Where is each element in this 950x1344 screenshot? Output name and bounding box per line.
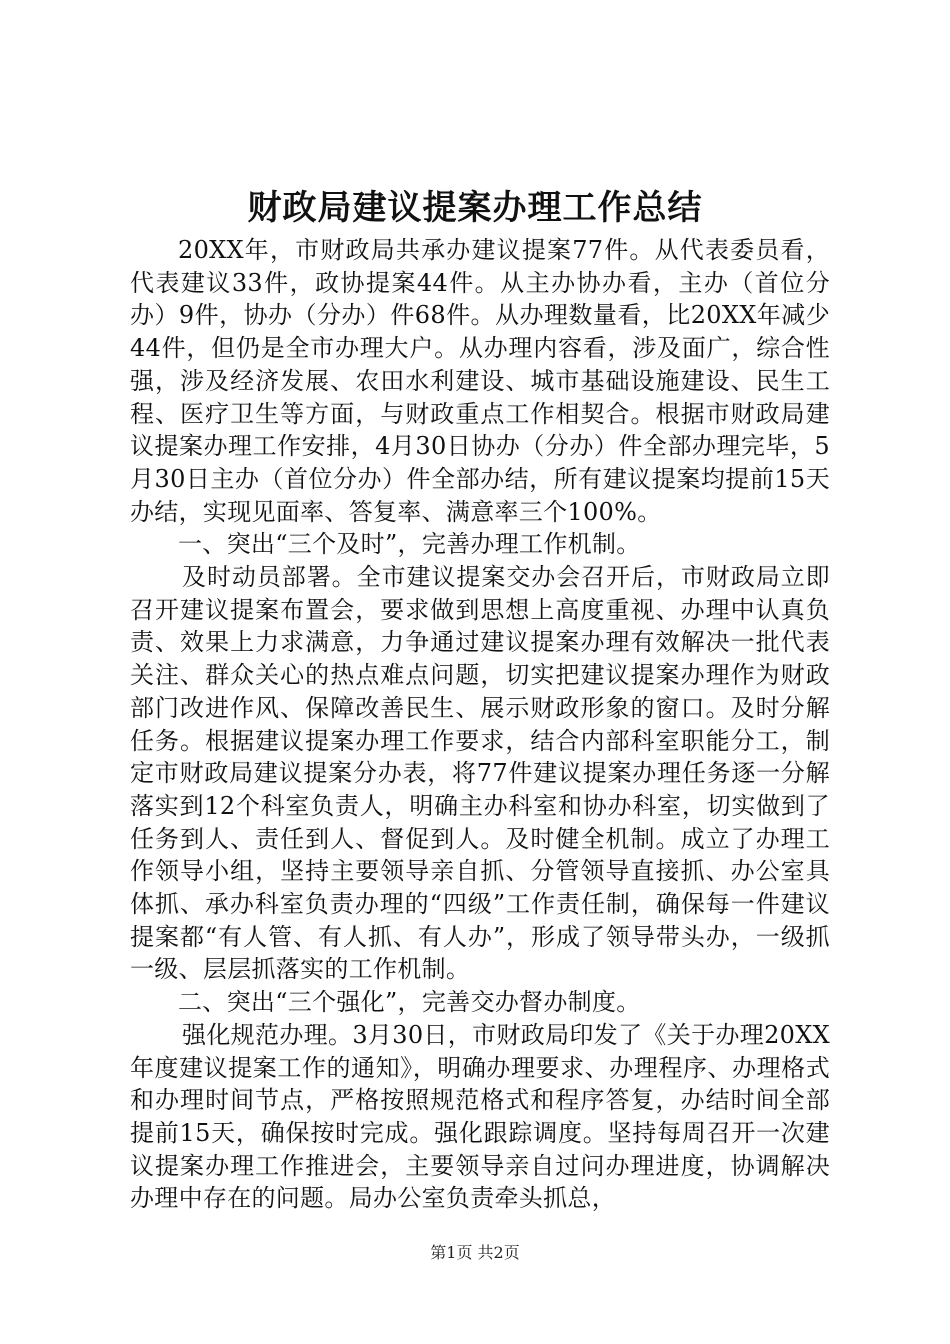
paragraph-intro: 20XX年，市财政局共承办建议提案77件。从代表委员看，代表建议33件，政协提案44件。从主办协办看，主办（首位分办）9件，协办（分办）件68件。从办理数量看，比20XX年减少44件，但仍是全市办理大户。从办理内容看，涉及面广，综合性强，涉及经济发展、农田水利建设、城市基础设施建设、民生工程、医疗卫生等方面，与财政重点工作相契合。根据市财政局建议提案办理工作安排，4月30日协办（分办）件全部办理完毕，5月30日主办（首位分办）件全部办结，所有建议提案均提前15天办结，实现见面率、答复率、满意率三个100%。 (130, 236, 830, 526)
document-title: 财政局建议提案办理工作总结 (247, 188, 703, 228)
page-number-footer: 第1页 共2页 (430, 1243, 520, 1262)
paragraph-section-1: 及时动员部署。全市建议提案交办会召开后，市财政局立即召开建议提案布置会，要求做到思想上高度重视、办理中认真负责、效果上力求满意，力争通过建议提案办理有效解决一批代表关注、群众关心的热点难点问题，切实把建议提案办理作为财政部门改进作风、保障改善民生、展示财政形象的窗口。及时分解任务。根据建议提案办理工作要求，结合内部科室职能分工，制定市财政局建议提案分办表，将77件建议提案办理任务逐一分解落实到12个科室负责人，明确主办科室和协办科室，切实做到了任务到人、责任到人、督促到人。及时健全机制。成立了办理工作领导小组，坚持主要领导亲自抓、分管领导直接抓、办公室具体抓、承办科室负责办理的“四级”工作责任制，确保每一件建议提案都“有人管、有人抓、有人办”，形成了领导带头办，一级抓一级、层层抓落实的工作机制。 (130, 563, 830, 984)
document-body (130, 234, 830, 1215)
paragraph-section-2: 强化规范办理。3月30日，市财政局印发了《关于办理20XX年度建议提案工作的通知》，明确办理要求、办理程序、办理格式和办理时间节点，严格按照规范格式和程序答复，办结时间全部提前15天，确保按时完成。强化跟踪调度。坚持每周召开一次建议提案办理工作推进会，主要领导亲自过问办理进度，协调解决办理中存在的问题。局办公室负责牵头抓总， (130, 1020, 830, 1213)
section-heading-2: 二、突出“三个强化”，完善交办督办制度。 (178, 988, 641, 1017)
section-heading-1: 一、突出“三个及时”，完善办理工作机制。 (178, 530, 641, 559)
